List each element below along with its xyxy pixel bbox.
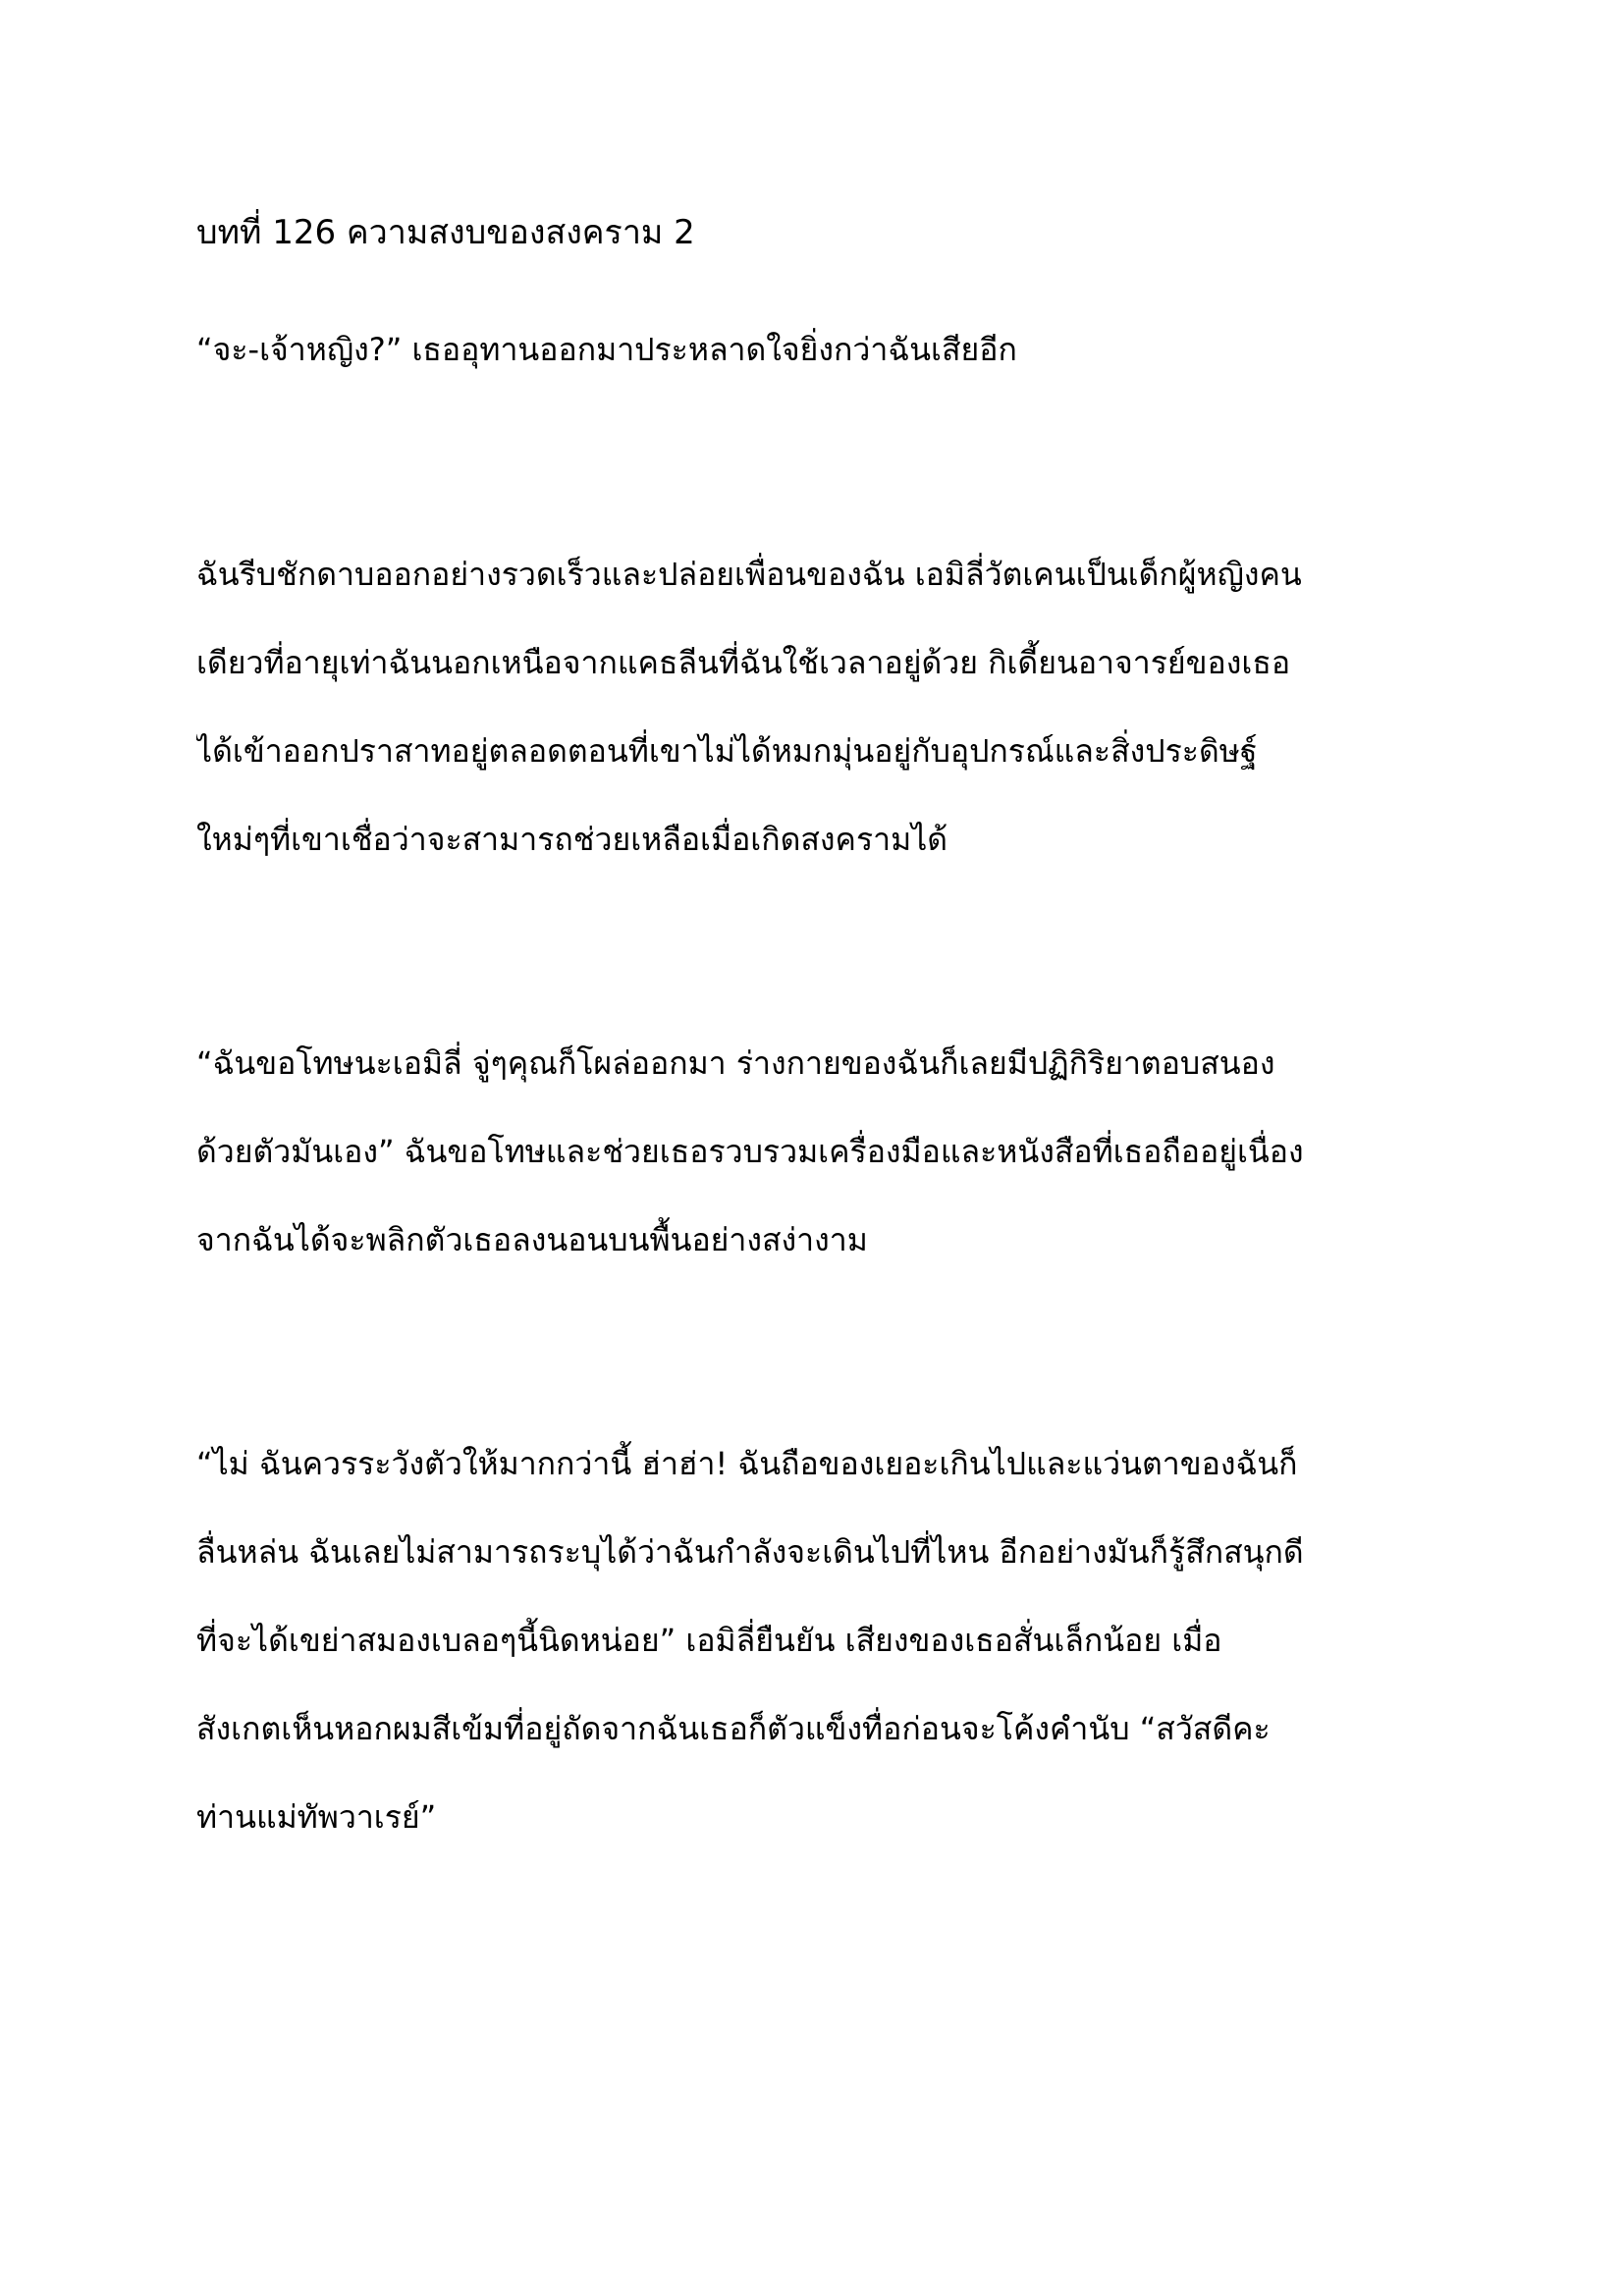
paragraph-line: ใหม่ๆที่เขาเชื่อว่าจะสามารถช่วยเหลือเมื่อเกิดสงครามได้ [196, 821, 948, 858]
paragraph-line: ฉันรีบชักดาบออกอย่างรวดเร็วและปล่อยเพื่อนของฉัน เอมิลี่วัตเคนเป็นเด็กผู้หญิงคน [196, 556, 1302, 593]
paragraph-line: จากฉันได้จะพลิกตัวเธอลงนอนบนพื้นอย่างสง่างาม [196, 1221, 868, 1258]
paragraph-line: “จะ-เจ้าหญิง?” เธออุทานออกมาประหลาดใจยิ่งกว่าฉันเสียอีก [196, 331, 1017, 368]
paragraph-line: ได้เข้าออกปราสาทอยู่ตลอดตอนที่เขาไม่ได้หมกมุ่นอยู่กับอุปกรณ์และสิ่งประดิษฐ์ [196, 732, 1258, 770]
paragraph-line: ด้วยตัวมันเอง” ฉันขอโทษและช่วยเธอรวบรวมเครื่องมือและหนังสือที่เธอถืออยู่เนื่อง [196, 1133, 1304, 1170]
paragraph-line: “ไม่ ฉันควรระวังตัวให้มากกว่านี้ ฮ่าฮ่า! ฉันถือของเยอะเกินไปและแว่นตาของฉันก็ [196, 1445, 1298, 1482]
paragraph-line: ที่จะได้เขย่าสมองเบลอๆนี้นิดหน่อย” เอมิลี่ยืนยัน เสียงของเธอสั่นเล็กน้อย เมื่อ [196, 1622, 1222, 1659]
paragraph-line: “ฉันขอโทษนะเอมิลี่ จู่ๆคุณก็โผล่ออกมา ร่างกายของฉันก็เลยมีปฏิกิริยาตอบสนอง [196, 1044, 1275, 1082]
paragraph-line: เดียวที่อายุเท่าฉันนอกเหนือจากแคธลีนที่ฉันใช้เวลาอยู่ด้วย กิเดี้ยนอาจารย์ของเธอ [196, 644, 1291, 681]
paragraph-line: ท่านแม่ทัพวาเรย์” [196, 1798, 437, 1836]
paragraph-line: ลื่นหล่น ฉันเลยไม่สามารถระบุได้ว่าฉันกำลังจะเดินไปที่ไหน อีกอย่างมันก็รู้สึกสนุกดี [196, 1533, 1304, 1571]
paragraph-line: สังเกตเห็นหอกผมสีเข้มที่อยู่ถัดจากฉันเธอก็ตัวแข็งทื่อก่อนจะโค้งคำนับ “สวัสดีคะ [196, 1710, 1271, 1747]
chapter-title: บทที่ 126 ความสงบของสงคราม 2 [196, 213, 695, 252]
